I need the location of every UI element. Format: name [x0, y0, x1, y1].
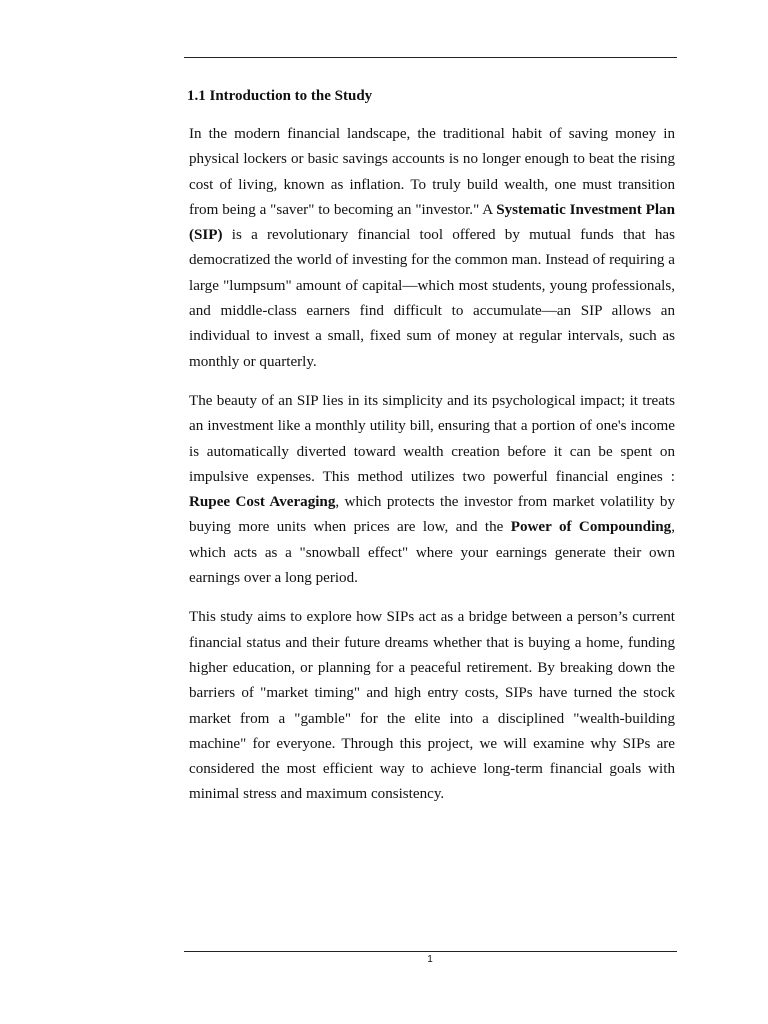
- page-number: 1: [427, 954, 433, 965]
- paragraph-3: [189, 605, 675, 807]
- section-heading: 1.1 Introduction to the Study: [187, 88, 373, 104]
- text-run: , which acts as a "snowball effect" where your earnings generate their own earnings over a long period.: [189, 519, 675, 587]
- bold-term: Rupee Cost Averaging: [189, 494, 336, 511]
- paragraph-2: [189, 389, 675, 591]
- text-run: The beauty of an SIP lies in its simplicity and its psychological impact; it treats an investment like a monthly utility bill, ensuring that a portion of one's income is automatically diverted toward wealth creation before it can be spent on impulsive expenses. This method utilizes two powerful financial engines :: [189, 392, 675, 485]
- body-text: [189, 122, 675, 822]
- bold-term: Power of Compounding: [510, 519, 672, 536]
- text-run: , which protects the investor from market volatility by buying more units when prices are low, and the: [189, 494, 675, 536]
- bold-term: Systematic Investment Plan (SIP): [189, 201, 675, 244]
- text-run: In the modern financial landscape, the traditional habit of saving money in physical lockers or basic savings accounts is no longer enough to beat the rising cost of living, known as inflation. To truly build wealth, one must transition from being a "saver" to becoming an "investor." A: [189, 126, 675, 218]
- footer-rule: [184, 951, 677, 952]
- header-rule: [184, 57, 677, 58]
- paragraph-1: [189, 122, 675, 375]
- text-run: is a revolutionary financial tool offered by mutual funds that has democratized the world of investing for the common man. Instead of requiring a large "lumpsum" amount of capital—which most students, young professionals, and middle-class earners find difficult to accumulate—an SIP allows an individual to invest a small, fixed sum of money at regular intervals, such as monthly or quarterly.: [189, 227, 675, 370]
- text-run: This study aims to explore how SIPs act as a bridge between a person’s current financial status and their future dreams whether that is buying a home, funding higher education, or planning for a peaceful retirement. By breaking down the barriers of "market timing" and high entry costs, SIPs have turned the stock market from a "gamble" for the elite into a disciplined "wealth-building machine" for everyone. Through this project, we will examine why SIPs are considered the most efficient way to achieve long-term financial goals with minimal stress and maximum consistency.: [189, 609, 675, 803]
